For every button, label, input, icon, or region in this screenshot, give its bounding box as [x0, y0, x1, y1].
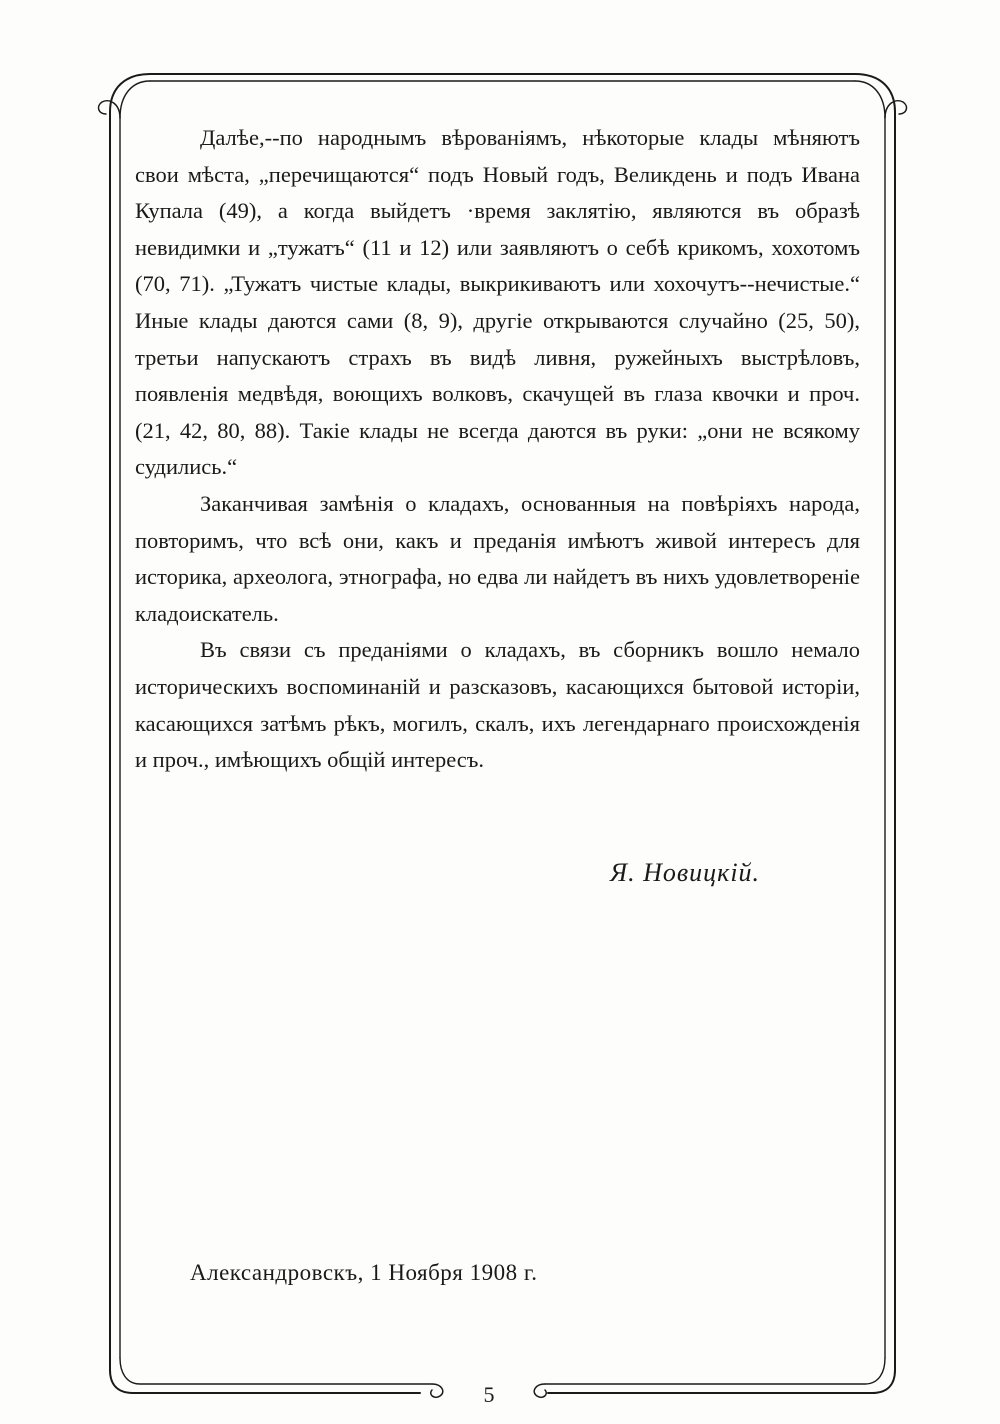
body-text	[135, 120, 860, 779]
author-signature: Я. Новицкій.	[610, 858, 761, 887]
page-number: 5	[483, 1382, 495, 1407]
top-right-corner-ornament	[855, 74, 895, 1370]
bottom-right-corner-ornament	[548, 1370, 895, 1393]
paragraph-2: Заканчивая замѣнія о кладахъ, основанныя на повѣріяхъ народа, повторимъ, что всѣ они, какъ и преданія имѣютъ живой интересъ для историка, археолога, этнографа, но едва ли найдетъ въ нихъ удовлетвореніе кладоискатель.	[135, 490, 860, 626]
bottom-left-corner-ornament	[110, 1370, 420, 1393]
paragraph-3: Въ связи съ преданіями о кладахъ, въ сборникъ вошло немало историческихъ воспоминаній и разсказовъ, касающихся бытовой исторіи, касающихся затѣмъ рѣкъ, могилъ, скалъ, ихъ легендарнаго происхожденія и проч., имѣющихъ общій интересъ.	[135, 637, 860, 773]
place-and-date: Александровскъ, 1 Ноября 1908 г.	[190, 1260, 538, 1285]
paragraph-1: Далѣе,--по народнымъ вѣрованіямъ, нѣкоторые клады мѣняютъ свои мѣста, „перечищаются“ подъ Новый годъ, Великдень и подъ Ивана Купала (49), а когда выйдетъ ·время заклятію, являются въ образѣ невидимки и „тужатъ“ (11 и 12) или заявляютъ о себѣ крикомъ, хохотомъ (70, 71). „Тужатъ чистые клады, выкрикиваютъ или хохочутъ--нечистые.“ Иные клады даются сами (8, 9), другіе открываются случайно (25, 50), третьи напускаютъ страхъ въ видѣ ливня, ружейныхъ выстрѣловъ, появленія медвѣдя, воющихъ волковъ, скачущей въ глаза квочки и проч. (21, 42, 80, 88). Такіе клады не всегда даются въ руки: „они не всякому судились.“	[135, 125, 860, 480]
